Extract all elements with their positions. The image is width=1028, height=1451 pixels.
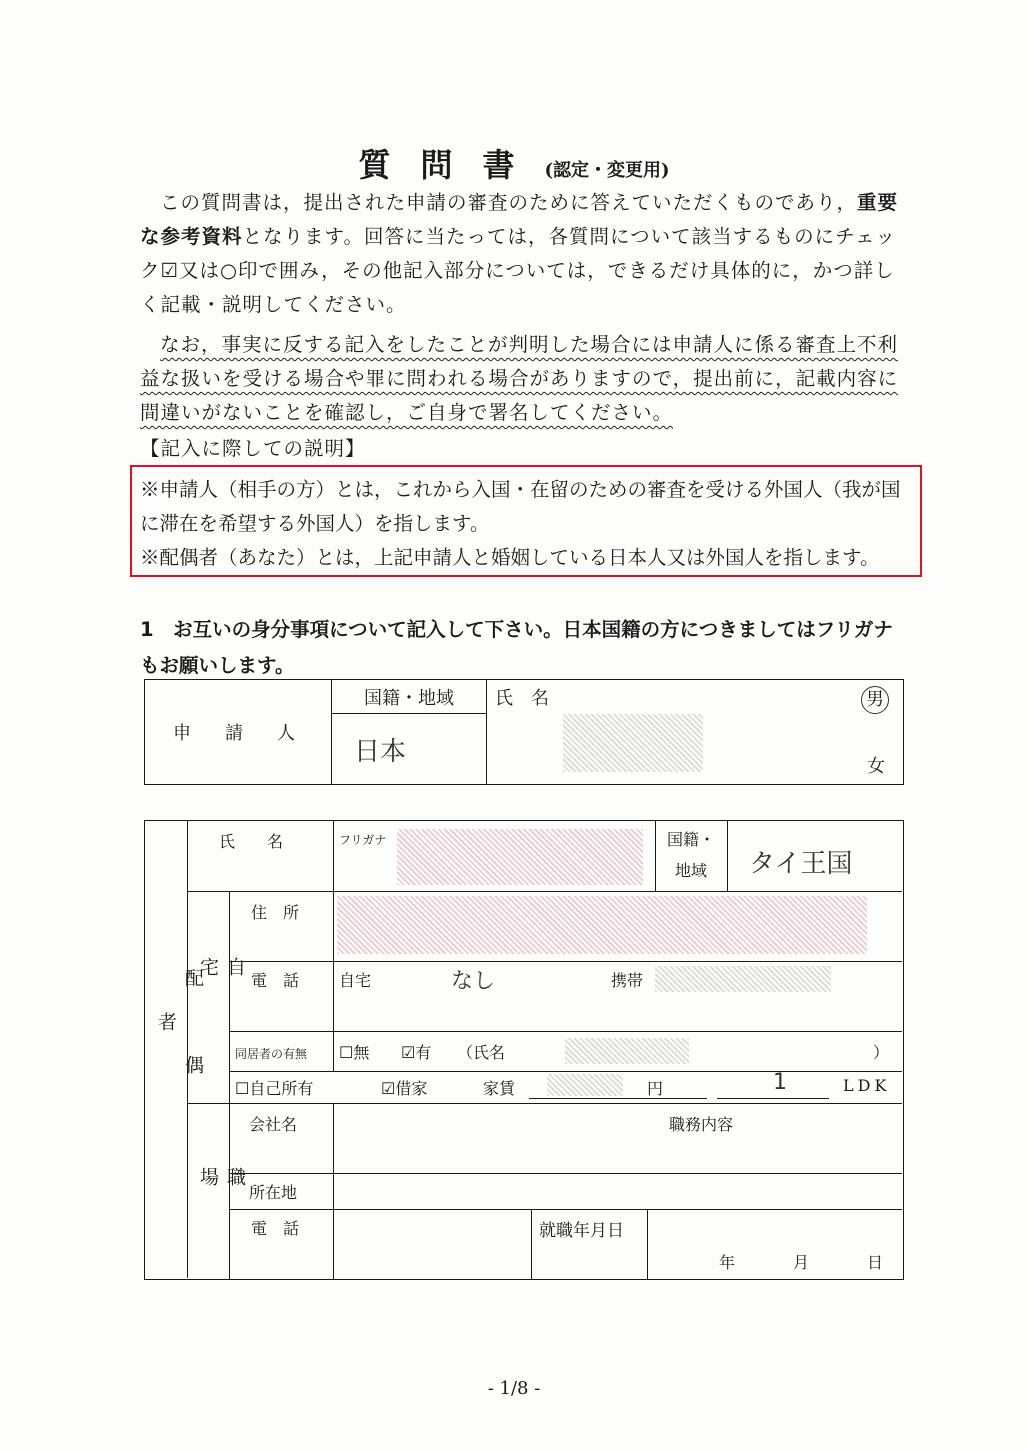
definition-notice-box	[130, 465, 922, 577]
own-house-checkbox[interactable]: ☐自己所有	[235, 1079, 314, 1098]
notice-line-2: ※配偶者（あなた）とは，上記申請人と婚姻している日本人又は外国人を指します。	[140, 546, 880, 569]
address-label-cell	[229, 891, 334, 962]
applicant-name-cell[interactable]	[487, 680, 904, 785]
title-sub: (認定・変更用)	[544, 160, 670, 181]
month-label: 月	[793, 1253, 810, 1272]
spouse-nationality-label-2: 地域	[674, 861, 707, 880]
title-main: 質問書	[358, 146, 545, 184]
spouse-name-cell[interactable]	[333, 821, 656, 891]
cohabitant-name-close: ）	[873, 1043, 890, 1062]
rented-checkbox[interactable]: ☑借家	[381, 1079, 428, 1098]
home-phone-value: なし	[451, 969, 496, 994]
address-cell[interactable]	[333, 891, 902, 962]
day-label: 日	[867, 1253, 884, 1272]
ldk-label: LDK	[843, 1076, 891, 1095]
intro-text-a: この質問書は，提出された申請の審査のために答えていただくものであり，	[160, 191, 858, 214]
male-option-circled[interactable]: 男	[861, 686, 889, 714]
spouse-label: 配偶者	[155, 968, 204, 1142]
yen-label: 円	[647, 1079, 664, 1098]
redacted-cohabitant-name	[565, 1038, 689, 1064]
instructions-heading: 【記入に際しての説明】	[140, 437, 366, 460]
redacted-rent	[547, 1074, 623, 1096]
spouse-nationality-label-1: 国籍・	[666, 830, 715, 849]
address-label: 住 所	[251, 903, 300, 922]
redacted-mobile	[655, 966, 831, 992]
intro-text-c: となります。回答に当たっては，各質問について該当するものにチェック☑又は○印で囲み，その他記入部分については，できるだけ具体的に，かつ詳しく記載・説明してください。	[140, 225, 896, 316]
cohabitant-cell[interactable]	[333, 1031, 902, 1072]
work-column	[187, 1103, 246, 1279]
cohabitant-label-cell	[229, 1031, 334, 1072]
home-label: 自宅	[197, 956, 246, 1056]
question-1: 1 お互いの身分事項について記入して下さい。日本国籍の方につきましてはフリガナもお願いします。	[140, 618, 893, 677]
work-phone-label: 電 話	[251, 1219, 300, 1238]
spouse-table	[144, 820, 904, 1280]
cohabitant-yes-checkbox[interactable]: ☑有	[401, 1043, 432, 1062]
spouse-nationality-value: タイ王国	[749, 849, 853, 879]
company-label-cell	[229, 1103, 334, 1174]
employment-date-label: 就職年月日	[539, 1221, 624, 1241]
home-column	[187, 891, 246, 1104]
ldk-underline	[717, 1098, 829, 1099]
cohabitant-no-checkbox[interactable]: ☐無	[339, 1043, 370, 1062]
location-label-cell	[229, 1173, 334, 1210]
housing-cell[interactable]	[229, 1071, 902, 1104]
home-phone-label: 電 話	[251, 971, 300, 990]
intro-paragraph-2	[140, 328, 915, 430]
applicant-nationality-value: 日本	[354, 736, 407, 767]
mobile-label: 携帯	[611, 971, 644, 990]
ldk-number: 1	[773, 1070, 787, 1095]
applicant-nationality-cell[interactable]	[332, 714, 487, 785]
spouse-name-label: 氏 名	[219, 832, 284, 851]
redacted-address	[337, 896, 867, 954]
home-phone-type-label: 自宅	[339, 971, 372, 990]
redacted-applicant-name	[563, 714, 703, 772]
spouse-name-label-cell	[187, 821, 334, 891]
phone-cell[interactable]	[333, 961, 902, 1032]
company-label: 会社名	[249, 1115, 298, 1134]
year-label: 年	[719, 1253, 736, 1272]
document-title	[0, 140, 1028, 186]
rent-underline	[529, 1098, 707, 1099]
employment-date-label-cell	[531, 1209, 648, 1279]
spouse-column	[145, 821, 204, 1278]
home-phone-label-cell	[229, 961, 334, 1032]
applicant-table	[144, 679, 904, 785]
page-number: - 1/8 -	[487, 1378, 541, 1399]
cohabitant-label: 同居者の有無	[235, 1047, 308, 1061]
rent-label: 家賃	[483, 1079, 516, 1098]
intro-paragraph-1	[140, 186, 915, 322]
employment-date-cell[interactable]	[647, 1209, 902, 1279]
work-label: 職場	[197, 1166, 246, 1230]
furigana-label: フリガナ	[339, 833, 387, 847]
work-phone-label-cell	[229, 1209, 334, 1279]
company-cell[interactable]	[333, 1103, 902, 1174]
job-description-label: 職務内容	[669, 1115, 734, 1134]
applicant-name-label: 氏 名	[495, 688, 549, 709]
work-phone-cell[interactable]	[333, 1209, 532, 1279]
applicant-nationality-label: 国籍・地域	[332, 680, 487, 714]
applicant-label: 申 請 人	[145, 680, 332, 785]
spouse-nationality-cell[interactable]	[727, 821, 902, 891]
intro-text-bold: 重要な参考資料	[140, 191, 899, 248]
female-option[interactable]: 女	[867, 756, 885, 777]
notice-line-1: ※申請人（相手の方）とは，これから入国・在留のための審査を受ける外国人（我が国に滞在を希望する外国人）を指します。	[140, 478, 901, 535]
location-cell[interactable]	[333, 1173, 902, 1210]
spouse-nationality-label-cell	[655, 821, 728, 891]
redacted-spouse-name	[397, 829, 643, 885]
cohabitant-name-open: （氏名	[457, 1043, 506, 1062]
location-label: 所在地	[249, 1183, 298, 1202]
warning-text: なお，事実に反する記入をしたことが判明した場合には申請人に係る審査上不利益な扱いを受ける場合や罪に問われる場合がありますので，提出前に，記載内容に間違いがないことを確認し，ご自身で署名してください。	[140, 333, 899, 424]
